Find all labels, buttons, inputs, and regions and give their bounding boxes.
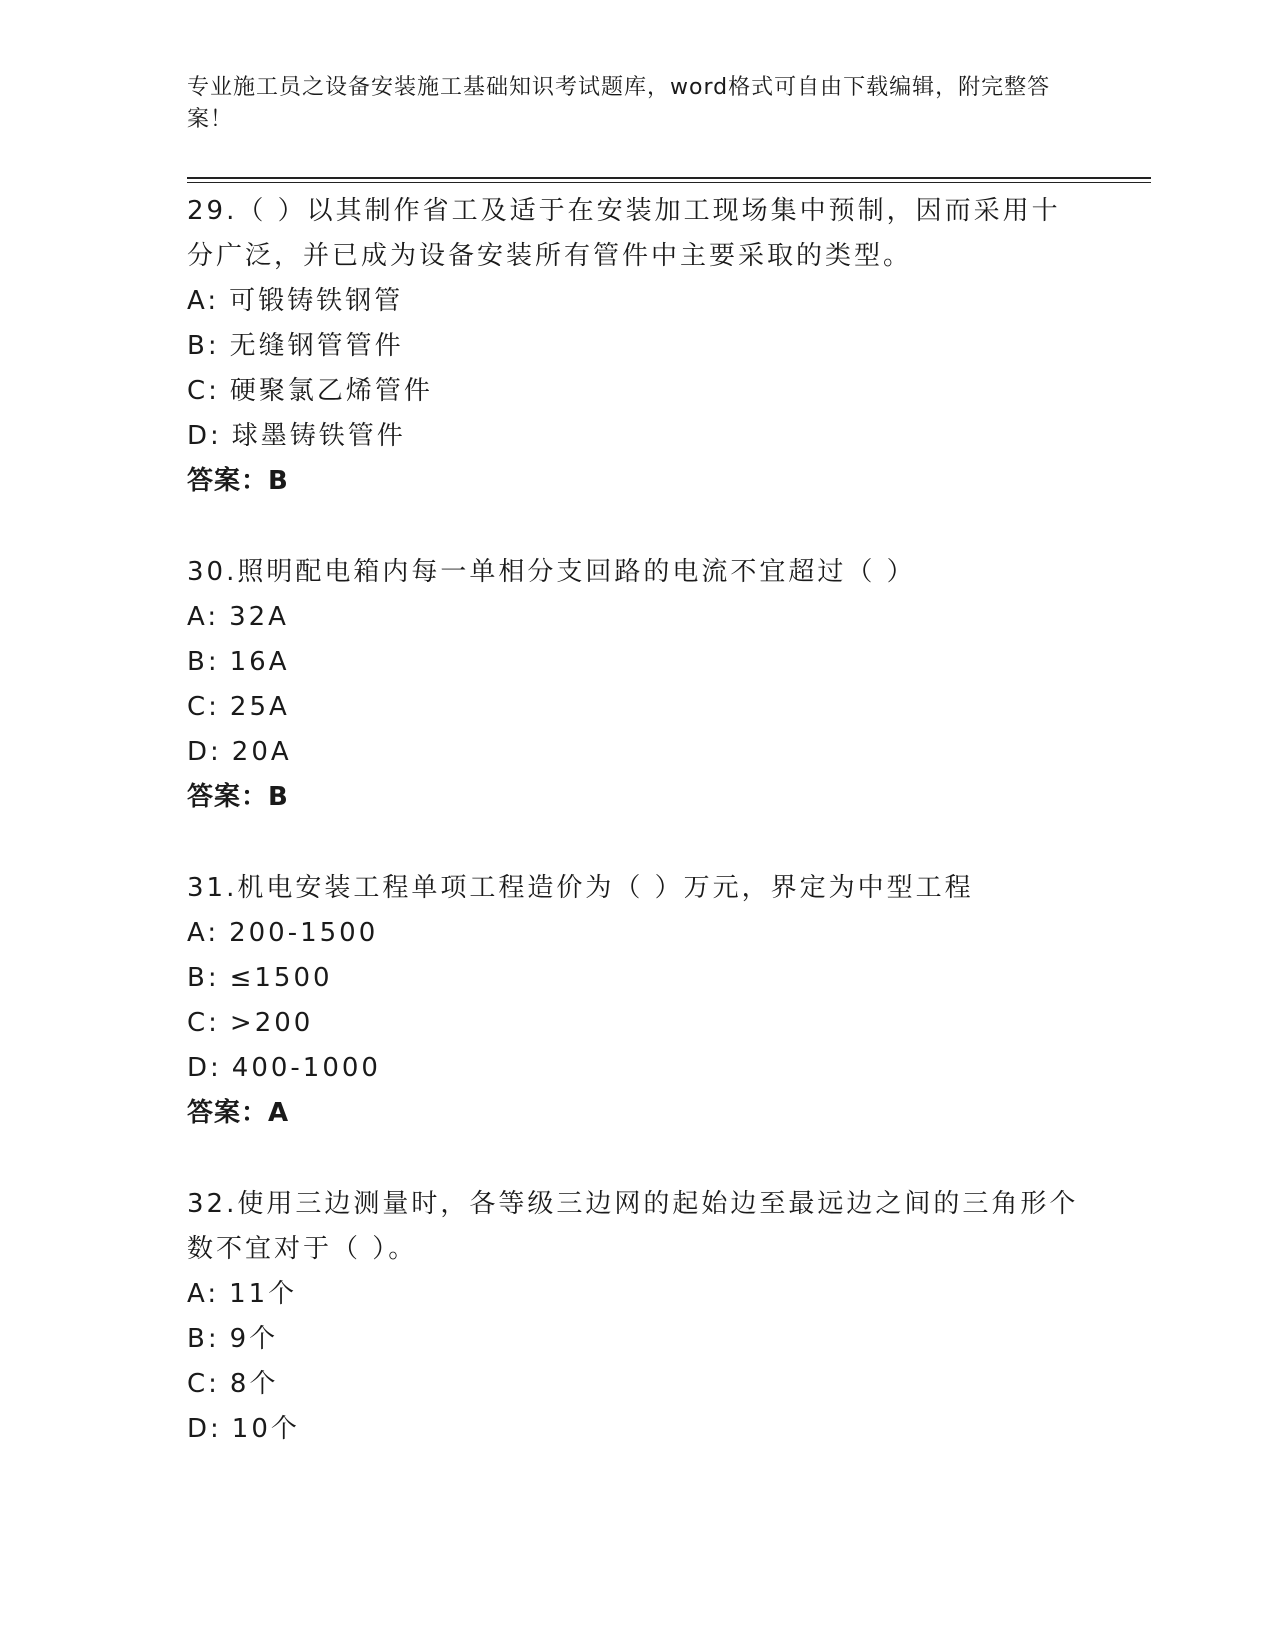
option-text: 可锻铸铁钢管 bbox=[229, 286, 404, 316]
option-d bbox=[187, 414, 1087, 459]
option-b bbox=[187, 1317, 1087, 1362]
option-text: 25A bbox=[229, 692, 290, 722]
question-31 bbox=[187, 866, 1087, 1136]
option-a bbox=[187, 595, 1087, 640]
option-label: C: bbox=[187, 692, 220, 722]
option-text: 9个 bbox=[229, 1324, 279, 1354]
option-list bbox=[187, 1272, 1087, 1452]
option-label: B: bbox=[187, 1324, 220, 1354]
question-list bbox=[187, 189, 1087, 1498]
option-b bbox=[187, 640, 1087, 685]
option-text: 200-1500 bbox=[229, 918, 379, 948]
document-header-title: 专业施工员之设备安装施工基础知识考试题库，word格式可自由下载编辑，附完整答案！ bbox=[187, 75, 1051, 132]
option-label: D: bbox=[187, 1414, 222, 1444]
option-label: D: bbox=[187, 1053, 222, 1083]
option-c bbox=[187, 685, 1087, 730]
question-30 bbox=[187, 550, 1087, 820]
option-text: 无缝钢管管件 bbox=[229, 331, 404, 361]
option-label: D: bbox=[187, 421, 222, 451]
option-text: >200 bbox=[229, 1008, 314, 1038]
option-c bbox=[187, 1001, 1087, 1046]
option-list bbox=[187, 595, 1087, 775]
option-text: 400-1000 bbox=[231, 1053, 381, 1083]
option-text: 20A bbox=[231, 737, 292, 767]
option-label: A: bbox=[187, 918, 220, 948]
option-a bbox=[187, 279, 1087, 324]
option-label: B: bbox=[187, 647, 220, 677]
option-list bbox=[187, 279, 1087, 459]
option-label: A: bbox=[187, 1279, 220, 1309]
option-text: 球墨铸铁管件 bbox=[231, 421, 406, 451]
option-b bbox=[187, 324, 1087, 369]
question-32 bbox=[187, 1182, 1087, 1452]
question-29 bbox=[187, 189, 1087, 504]
option-label: C: bbox=[187, 1369, 220, 1399]
option-text: 10个 bbox=[231, 1414, 300, 1444]
option-text: 8个 bbox=[229, 1369, 279, 1399]
option-label: C: bbox=[187, 376, 220, 406]
answer-line: 答案：A bbox=[187, 1098, 290, 1128]
option-d bbox=[187, 1046, 1087, 1091]
option-a bbox=[187, 911, 1087, 956]
option-d bbox=[187, 730, 1087, 775]
option-text: 16A bbox=[229, 647, 290, 677]
question-stem: 29.（ ）以其制作省工及适于在安装加工现场集中预制，因而采用十分广泛，并已成为设备安装所有管件中主要采取的类型。 bbox=[187, 196, 1061, 271]
option-a bbox=[187, 1272, 1087, 1317]
option-label: A: bbox=[187, 602, 220, 632]
option-c bbox=[187, 1362, 1087, 1407]
option-label: D: bbox=[187, 737, 222, 767]
question-stem: 30.照明配电箱内每一单相分支回路的电流不宜超过（ ） bbox=[187, 557, 916, 587]
option-label: B: bbox=[187, 963, 220, 993]
question-stem: 32.使用三边测量时，各等级三边网的起始边至最远边之间的三角形个数不宜对于（ ）。 bbox=[187, 1189, 1079, 1264]
option-text: 11个 bbox=[229, 1279, 298, 1309]
option-d bbox=[187, 1407, 1087, 1452]
option-text: 硬聚氯乙烯管件 bbox=[229, 376, 433, 406]
option-b bbox=[187, 956, 1087, 1001]
question-stem: 31.机电安装工程单项工程造价为（ ）万元，界定为中型工程 bbox=[187, 873, 974, 903]
option-label: C: bbox=[187, 1008, 220, 1038]
option-text: 32A bbox=[229, 602, 289, 632]
header-divider bbox=[187, 177, 1151, 183]
option-label: A: bbox=[187, 286, 220, 316]
option-list bbox=[187, 911, 1087, 1091]
answer-line: 答案：B bbox=[187, 782, 289, 812]
option-text: ≤1500 bbox=[229, 963, 333, 993]
option-label: B: bbox=[187, 331, 220, 361]
option-c bbox=[187, 369, 1087, 414]
answer-line: 答案：B bbox=[187, 466, 289, 496]
